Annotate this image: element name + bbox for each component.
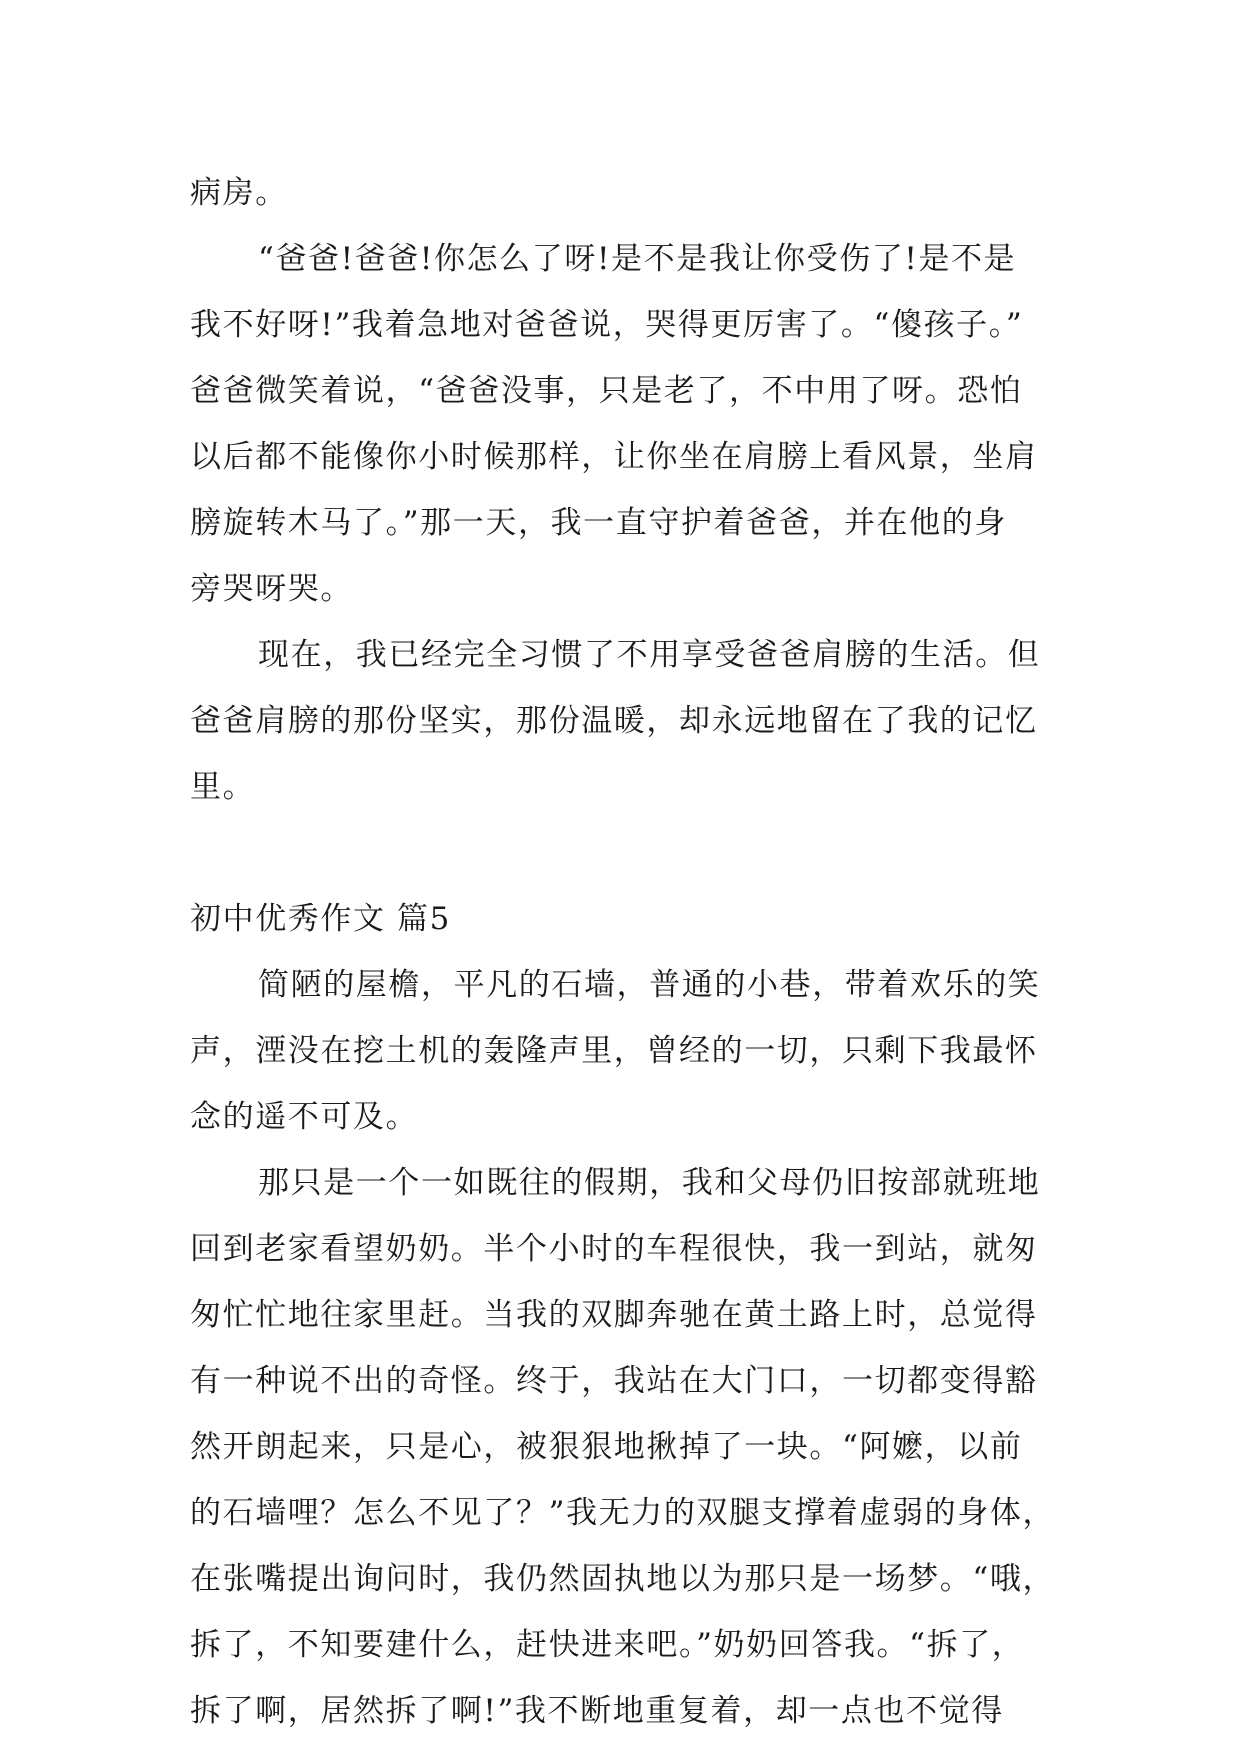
document-body xyxy=(190,160,1070,1744)
paragraph xyxy=(190,160,1070,226)
text-line: 里。 xyxy=(190,769,256,805)
essay-heading: 初中优秀作文 篇5 xyxy=(190,901,451,937)
paragraph xyxy=(190,1150,1070,1744)
text-line: 匆忙忙地往家里赶。当我的双脚奔驰在黄土路上时，总觉得 xyxy=(190,1297,1038,1333)
text-line: 病房。 xyxy=(190,175,288,211)
text-line: 爸爸微笑着说，“爸爸没事，只是老了，不中用了呀。恐怕 xyxy=(190,373,1023,409)
text-line: 旁哭呀哭。 xyxy=(190,571,353,607)
text-line: 的石墙哩？怎么不见了？”我无力的双腿支撑着虚弱的身体， xyxy=(190,1495,1056,1531)
text-line: 现在，我已经完全习惯了不用享受爸爸肩膀的生活。但 xyxy=(258,637,1041,673)
text-line: 简陋的屋檐，平凡的石墙，普通的小巷，带着欢乐的笑 xyxy=(258,967,1041,1003)
text-line: 在张嘴提出询问时，我仍然固执地以为那只是一场梦。“哦， xyxy=(190,1561,1056,1597)
text-line: 然开朗起来，只是心，被狠狠地揪掉了一块。“阿嬷，以前 xyxy=(190,1429,1023,1465)
text-line: 拆了啊，居然拆了啊!”我不断地重复着，却一点也不觉得 xyxy=(190,1693,1004,1729)
text-line: 以后都不能像你小时候那样，让你坐在肩膀上看风景，坐肩 xyxy=(190,439,1038,475)
text-line: 声，湮没在挖土机的轰隆声里，曾经的一切，只剩下我最怀 xyxy=(190,1033,1038,1069)
text-line: 念的遥不可及。 xyxy=(190,1099,419,1135)
paragraph xyxy=(190,622,1070,820)
text-line: 那只是一个一如既往的假期，我和父母仍旧按部就班地 xyxy=(258,1165,1041,1201)
text-line: 膀旋转木马了。”那一天，我一直守护着爸爸，并在他的身 xyxy=(190,505,1007,541)
text-line: 我不好呀!”我着急地对爸爸说，哭得更厉害了。“傻孩子。” xyxy=(190,307,1024,343)
text-line: 有一种说不出的奇怪。终于，我站在大门口，一切都变得豁 xyxy=(190,1363,1038,1399)
text-line: 回到老家看望奶奶。半个小时的车程很快，我一到站，就匆 xyxy=(190,1231,1038,1267)
section-spacer xyxy=(190,820,1070,886)
paragraph xyxy=(190,952,1070,1150)
text-line: 拆了，不知要建什么，赶快进来吧。”奶奶回答我。“拆了， xyxy=(190,1627,1025,1663)
paragraph xyxy=(190,226,1070,622)
text-line: 爸爸肩膀的那份坚实，那份温暖，却永远地留在了我的记忆 xyxy=(190,703,1038,739)
text-line: “爸爸!爸爸!你怎么了呀!是不是我让你受伤了!是不是 xyxy=(258,241,1017,277)
